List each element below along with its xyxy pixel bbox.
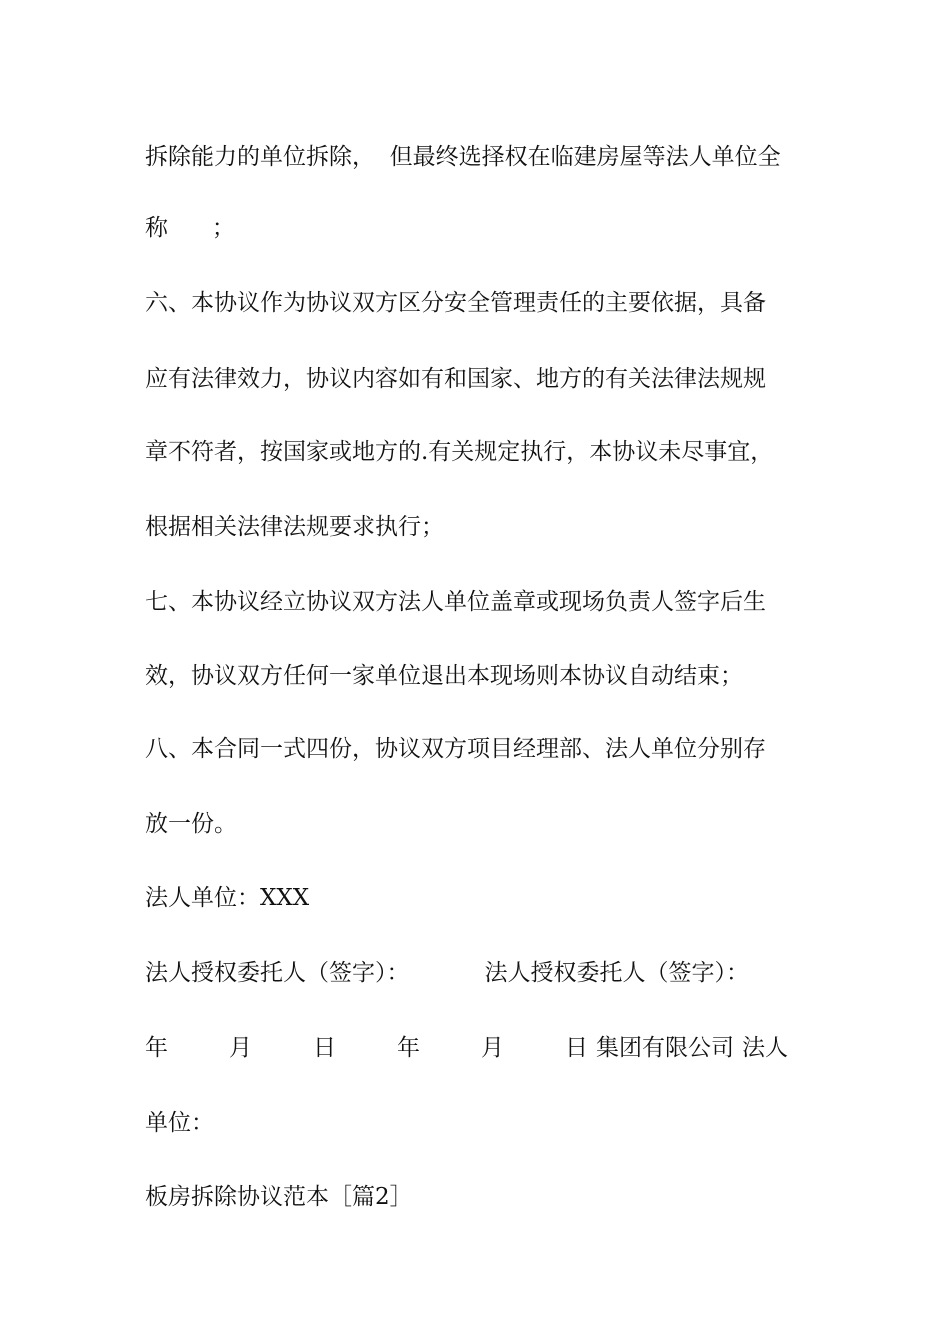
paragraph-line: 效，协议双方任何一家单位退出本现场则本协议自动结束； [145,663,743,689]
date-year-1: 年 [145,1035,168,1061]
paragraph-line: 应有法律效力，协议内容如有和国家、地方的有关法律法规规 [145,366,766,392]
unit-line: 单位： [145,1110,214,1136]
clause-six: 六、本协议作为协议双方区分安全管理责任的主要依据，具备 [145,290,766,316]
date-month-2: 月 [481,1035,504,1061]
clause-seven: 七、本协议经立协议双方法人单位盖章或现场负责人签字后生 [145,589,766,615]
date-day-2: 日 [565,1035,588,1061]
company-name: 集团有限公司 [596,1035,734,1061]
legal-entity-tail: 法人 [742,1035,788,1061]
next-section-title: 板房拆除协议范本［篇2］ [145,1184,413,1210]
paragraph-line: 称 ； [145,215,235,241]
signature-right: 法人授权委托人（签字）： [484,960,749,986]
date-day-1: 日 [313,1035,336,1061]
paragraph-line: 章不符者，按国家或地方的.有关规定执行，本协议未尽事宜， [145,439,774,465]
signature-left: 法人授权委托人（签字）： [145,960,410,986]
date-year-2: 年 [397,1035,420,1061]
legal-entity-line: 法人单位：XXX [145,885,310,911]
date-line [145,1033,815,1063]
paragraph-line: 拆除能力的单位拆除， 但最终选择权在临建房屋等法人单位全 [145,144,781,170]
clause-eight: 八、本合同一式四份，协议双方项目经理部、法人单位分别存 [145,736,766,762]
paragraph-line: 根据相关法律法规要求执行； [145,514,444,540]
signature-line [145,958,815,988]
date-month-1: 月 [229,1035,252,1061]
paragraph-line: 放一份。 [145,811,237,837]
